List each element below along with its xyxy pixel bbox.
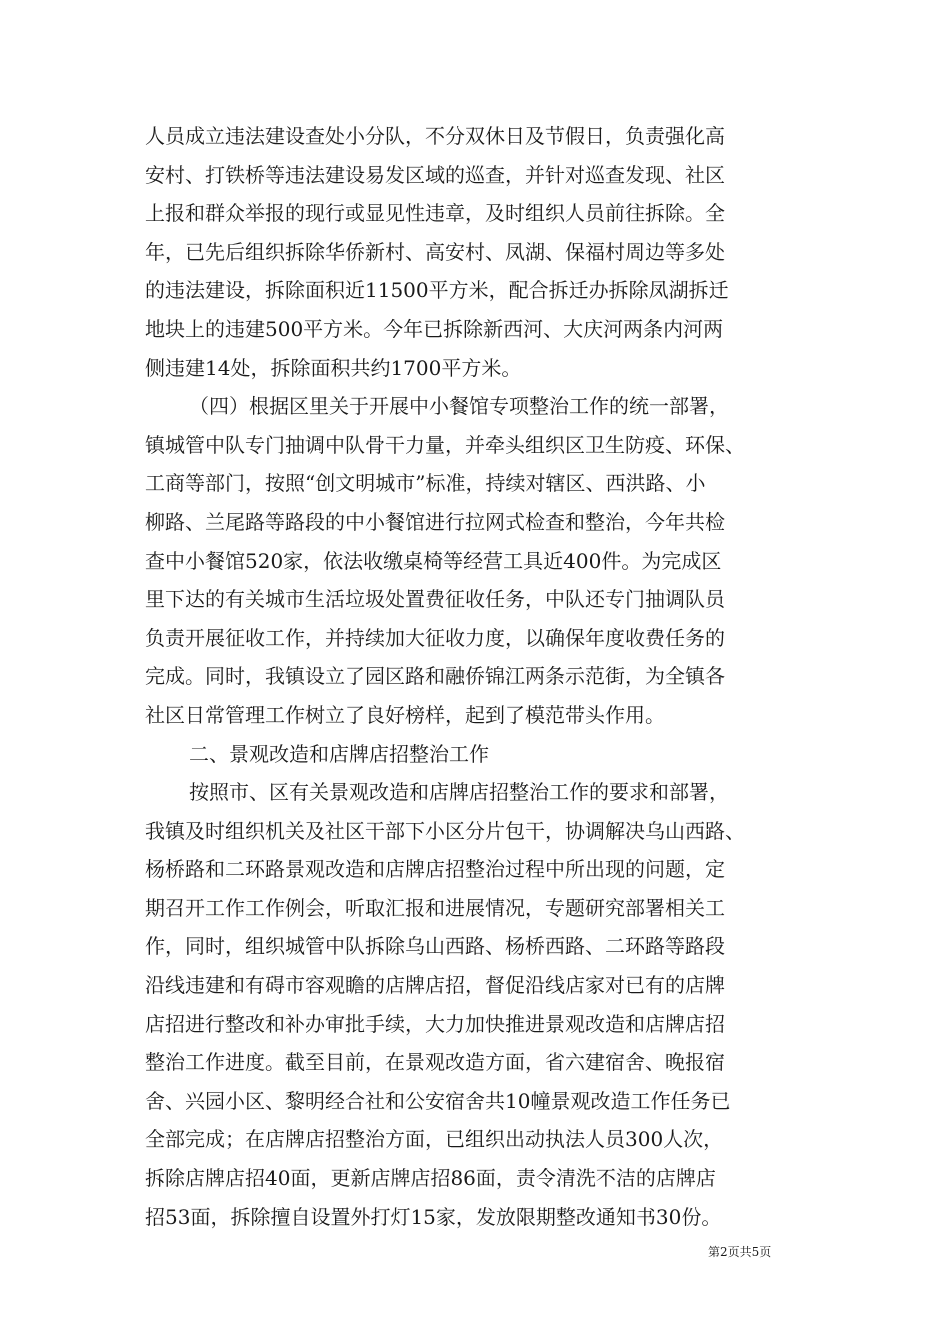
- body-line: 镇城管中队专门抽调中队骨干力量，并牵头组织区卫生防疫、环保、: [145, 432, 745, 457]
- body-line: 侧违建14处，拆除面积共约1700平方米。: [145, 355, 522, 380]
- body-line: 招53面，拆除擅自设置外打灯15家，发放限期整改通知书30份。: [145, 1204, 722, 1229]
- body-line: 拆除店牌店招40面，更新店牌店招86面，责令清洗不洁的店牌店: [145, 1166, 716, 1191]
- body-line: 上报和群众举报的现行或显见性违章，及时组织人员前往拆除。全: [145, 201, 725, 226]
- body-line: 全部完成；在店牌店招整治方面，已组织出动执法人员300人次，: [145, 1127, 724, 1152]
- body-line: 负责开展征收工作，并持续加大征收力度，以确保年度收费任务的: [145, 625, 725, 650]
- body-line: 整治工作进度。截至目前，在景观改造方面，省六建宿舍、晚报宿: [145, 1050, 725, 1075]
- body-line: 查中小餐馆520家，依法收缴桌椅等经营工具近400件。为完成区: [145, 548, 722, 573]
- body-line: 我镇及时组织机关及社区干部下小区分片包干，协调解决乌山西路、: [145, 818, 745, 843]
- document-body: [145, 117, 807, 1236]
- body-line: 沿线违建和有碍市容观瞻的店牌店招，督促沿线店家对已有的店牌: [145, 973, 725, 998]
- body-line: 安村、打铁桥等违法建设易发区域的巡查，并针对巡查发现、社区: [145, 162, 725, 187]
- body-line: 舍、兴园小区、黎明经合社和公安宿舍共10幢景观改造工作任务已: [145, 1088, 731, 1113]
- body-line: 工商等部门，按照“创文明城市”标准，持续对辖区、西洪路、小: [145, 471, 706, 496]
- body-line: 人员成立违法建设查处小分队，不分双休日及节假日，负责强化高: [145, 124, 725, 148]
- body-line: 期召开工作工作例会，听取汇报和进展情况，专题研究部署相关工: [145, 895, 725, 920]
- paragraph-start-line: （四）根据区里关于开展中小餐馆专项整治工作的统一部署，: [189, 394, 729, 419]
- body-line: 完成。同时，我镇设立了园区路和融侨锦江两条示范街，为全镇各: [145, 664, 725, 689]
- body-line: 作，同时，组织城管中队拆除乌山西路、杨桥西路、二环路等路段: [145, 934, 725, 959]
- body-line: 地块上的违建500平方米。今年已拆除新西河、大庆河两条内河两: [145, 316, 724, 341]
- body-line: 杨桥路和二环路景观改造和店牌店招整治过程中所出现的问题，定: [145, 857, 725, 882]
- body-line: 的违法建设，拆除面积近11500平方米，配合拆迁办拆除凤湖拆迁: [145, 278, 729, 303]
- body-line: 社区日常管理工作树立了良好榜样，起到了模范带头作用。: [145, 702, 665, 727]
- body-line: 年，已先后组织拆除华侨新村、高安村、凤湖、保福村周边等多处: [145, 239, 725, 264]
- paragraph-start-line: 按照市、区有关景观改造和店牌店招整治工作的要求和部署，: [189, 780, 729, 805]
- body-line: 柳路、兰尾路等路段的中小餐馆进行拉网式检查和整治，今年共检: [145, 509, 725, 534]
- section-heading: 二、景观改造和店牌店招整治工作: [189, 741, 489, 766]
- body-line: 店招进行整改和补办审批手续，大力加快推进景观改造和店牌店招: [145, 1011, 725, 1036]
- body-line: 里下达的有关城市生活垃圾处置费征收任务，中队还专门抽调队员: [145, 587, 725, 612]
- page-number: 第2页共5页: [708, 1245, 772, 1259]
